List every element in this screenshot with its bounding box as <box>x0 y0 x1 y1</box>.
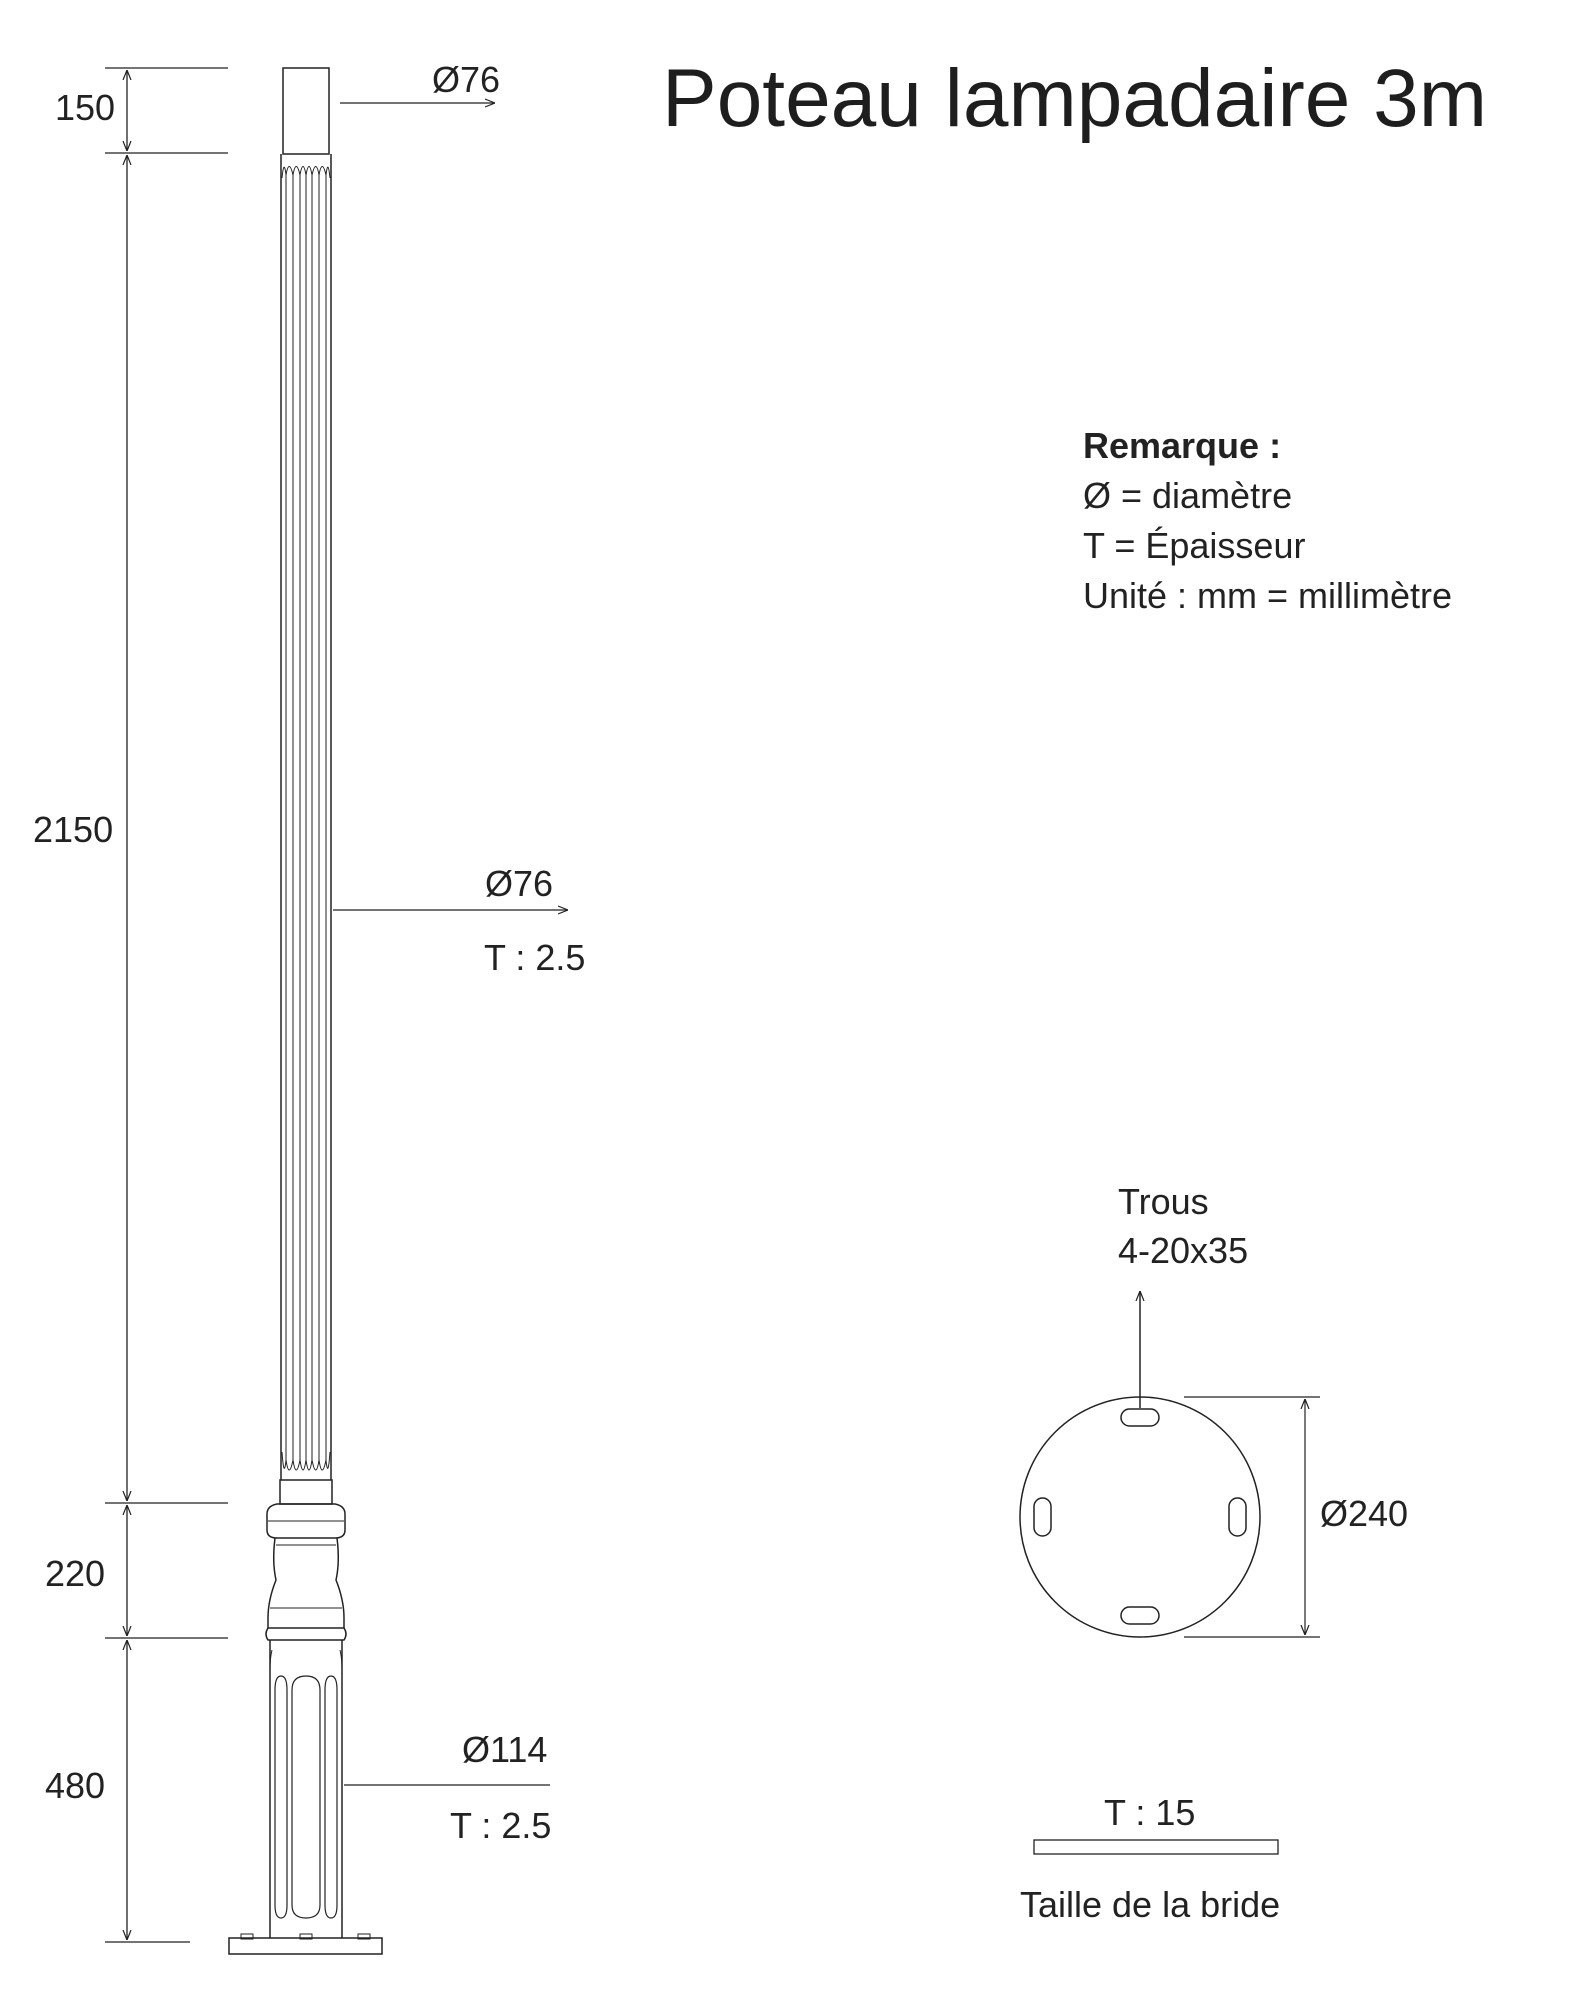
shaft-diameter-label: Ø76 <box>485 863 554 904</box>
remarque-line: T = Épaisseur <box>1083 525 1306 566</box>
flange-thickness-label: T : 15 <box>1104 1792 1196 1833</box>
height-label-150: 150 <box>55 87 116 128</box>
pole-collar <box>266 1504 346 1640</box>
flange-plate-top-view <box>1020 1291 1320 1854</box>
height-dimension-chain <box>105 68 228 1942</box>
pole-top-spigot <box>283 68 329 154</box>
top-diameter-label: Ø76 <box>432 59 501 100</box>
flange-outline <box>1020 1397 1260 1637</box>
flange-hole-left <box>1034 1498 1051 1536</box>
page-title: Poteau lampadaire 3m <box>662 53 1488 144</box>
flange-hole-top <box>1121 1409 1159 1426</box>
pole <box>229 68 382 1954</box>
fluted-shaft <box>280 154 332 1504</box>
remarque-heading: Remarque : <box>1083 425 1282 466</box>
flange-hole-bottom <box>1121 1607 1159 1624</box>
remarque-line: Ø = diamètre <box>1083 475 1293 516</box>
flange-holes-label: Trous <box>1118 1181 1209 1222</box>
base-thickness-label: T : 2.5 <box>450 1805 552 1846</box>
pole-base-section <box>270 1640 342 1938</box>
shaft-thickness-label: T : 2.5 <box>484 937 586 978</box>
height-label-220: 220 <box>45 1553 106 1594</box>
height-label-2150: 2150 <box>33 809 114 850</box>
flange-holes-spec: 4-20x35 <box>1118 1230 1249 1271</box>
remarque-line: Unité : mm = millimètre <box>1083 575 1453 616</box>
flange-diameter-label: Ø240 <box>1320 1493 1409 1534</box>
flange-caption: Taille de la bride <box>1020 1884 1281 1925</box>
flange-hole-right <box>1229 1498 1246 1536</box>
height-label-480: 480 <box>45 1765 106 1806</box>
base-diameter-label: Ø114 <box>462 1729 548 1770</box>
pole-base-plate <box>229 1934 382 1954</box>
remarque-note <box>1083 425 1453 616</box>
flange-side-view <box>1034 1840 1278 1854</box>
